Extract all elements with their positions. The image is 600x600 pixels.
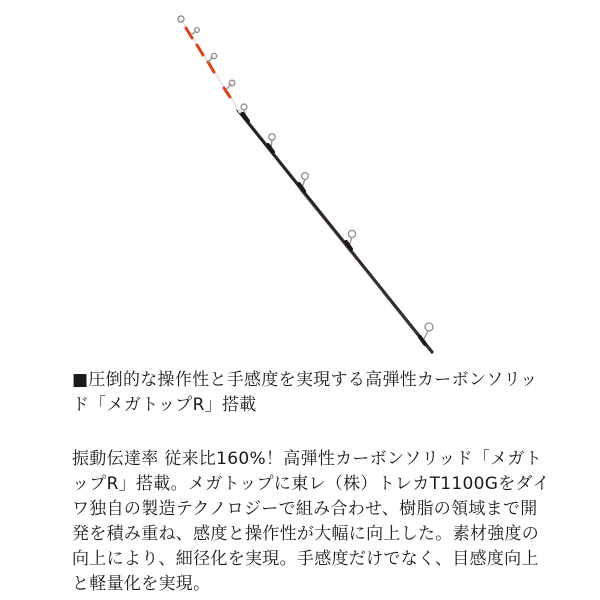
- rod-blank-highlight: [300, 190, 432, 352]
- rod-guides: [191, 28, 433, 341]
- feature-description: 振動伝達率 従来比160%！高弾性カーボンソリッド「メガトップR」搭載。メガトップに東レ（株）トレカT1100Gをダイワ独自の製造テクノロジーで組み合わせ、樹脂の領域まで開発を積み重ね、感度と操作性が大幅に向上した。素材強度の向上により、細径化を実現。手感度だけでなく、目感度向上と軽量化を実現。: [72, 449, 550, 594]
- guide-8: [423, 323, 433, 341]
- tip-red-band-1: [186, 28, 192, 38]
- tip-red-band-3: [208, 62, 214, 72]
- feature-heading: ■圧倒的な操作性と手感度を実現する高弾性カーボンソリッド「メガトップR」搭載: [72, 370, 538, 415]
- guide-2: [208, 53, 217, 62]
- guide-1: [191, 28, 199, 35]
- tip-red-band-2: [197, 45, 203, 55]
- guide-3: [226, 80, 235, 90]
- product-description-block: [72, 368, 552, 597]
